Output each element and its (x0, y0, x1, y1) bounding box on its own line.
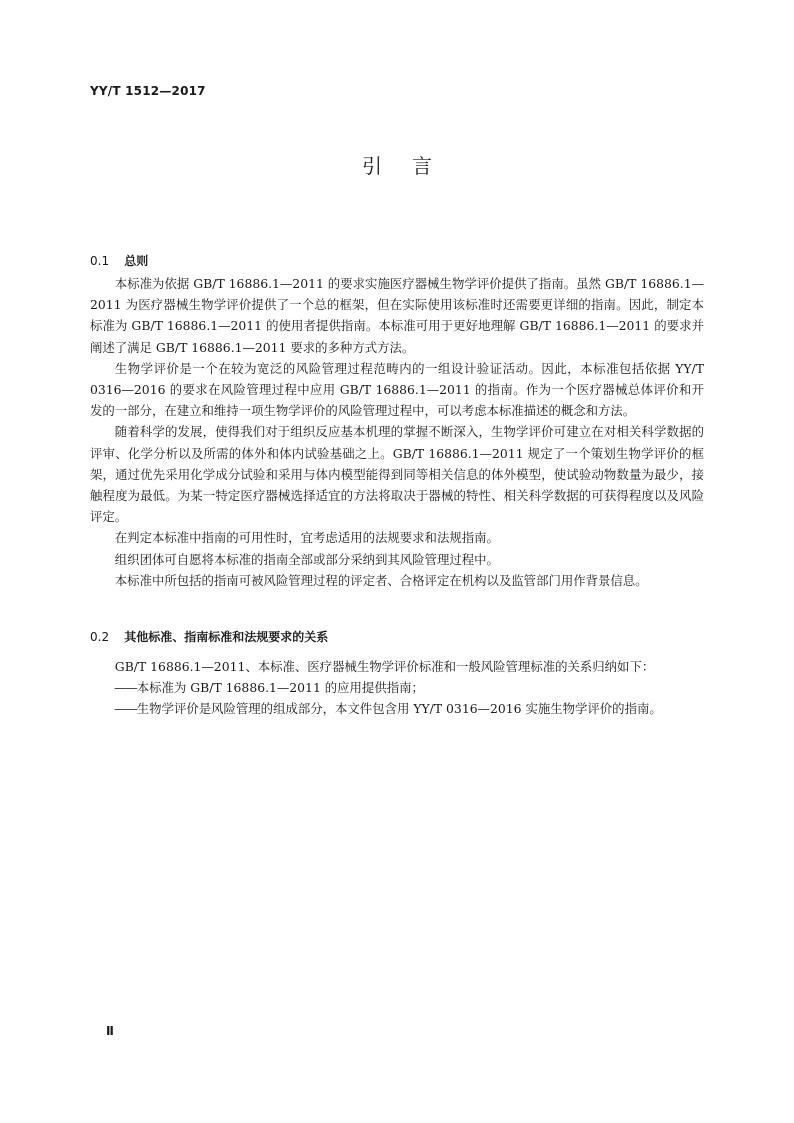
document-code: YY/T 1512—2017 (90, 84, 206, 98)
section-title: 总则 (124, 254, 149, 268)
paragraph: 在判定本标准中指南的可用性时，宜考虑适用的法规要求和法规指南。 (114, 530, 499, 546)
paragraph: 本标准为依据 GB/T 16886.1—2011 的要求实施医疗器械生物学评价提供了指南。虽然 GB/T 16886.1—2011 为医疗器械生物学评价提供了一个总的框架，但在实际使用该标准时还需要更详细的指南。因此，制定本标准为 GB/T 16886.1—2011 的使用者提供指南。本标准可用于更好地理解 GB/T 16886.1—2011 的要求并阐述了满足 GB/T 16886.1—2011 要求的多种方式方法。 (90, 276, 704, 355)
paragraph: 本标准中所包括的指南可被风险管理过程的评定者、合格评定在机构以及监管部门用作背景信息。 (114, 572, 648, 588)
dash-bullet: —— (114, 701, 137, 717)
page-title: 引言 (362, 154, 462, 178)
section-heading-0-1 (90, 252, 148, 269)
section-body-0-2 (90, 656, 704, 720)
section-heading-0-2 (90, 628, 328, 645)
section-number: 0.2 (90, 630, 110, 644)
list-item (90, 677, 704, 698)
list-item-text: 生物学评价是风险管理的组成部分，本文件包含用 YY/T 0316—2016 实施生物学评价的指南。 (136, 701, 662, 717)
section-number: 0.1 (90, 254, 110, 268)
paragraph: 随着科学的发展，使得我们对于组织反应基本机理的掌握不断深入，生物学评价可建立在对相关科学数据的评审、化学分析以及所需的体外和体内试验基础之上。GB/T 16886.1—2011 规定了一个策划生物学评价的框架，通过优先采用化学成分试验和采用与体内模型能得到同等相关信息的体外模型，使试验动物数量为最少，接触程度为最低。为某一特定医疗器械选择适宜的方法将取决于器械的特性、相关科学数据的可获得程度以及风险评定。 (90, 424, 704, 525)
dash-bullet: —— (114, 680, 137, 696)
list-item (90, 698, 704, 719)
paragraph: 组织团体可自愿将本标准的指南全部或部分采纳到其风险管理过程中。 (114, 551, 499, 567)
paragraph: GB/T 16886.1—2011、本标准、医疗器械生物学评价标准和一般风险管理标准的关系归纳如下： (114, 659, 655, 674)
section-body-0-1 (90, 273, 704, 591)
paragraph: 生物学评价是一个在较为宽泛的风险管理过程范畴内的一组设计验证活动。因此，本标准包括依据 YY/T 0316—2016 的要求在风险管理过程中应用 GB/T 16886.1—2011 的指南。作为一个医疗器械总体评价和开发的一部分，在建立和维持一项生物学评价的风险管理过程中，可以考虑本标准描述的概念和方法。 (90, 360, 704, 419)
list-item-text: 本标准为 GB/T 16886.1—2011 的应用提供指南； (136, 680, 424, 696)
section-title: 其他标准、指南标准和法规要求的关系 (124, 630, 329, 644)
page-number: Ⅱ (106, 1024, 114, 1038)
